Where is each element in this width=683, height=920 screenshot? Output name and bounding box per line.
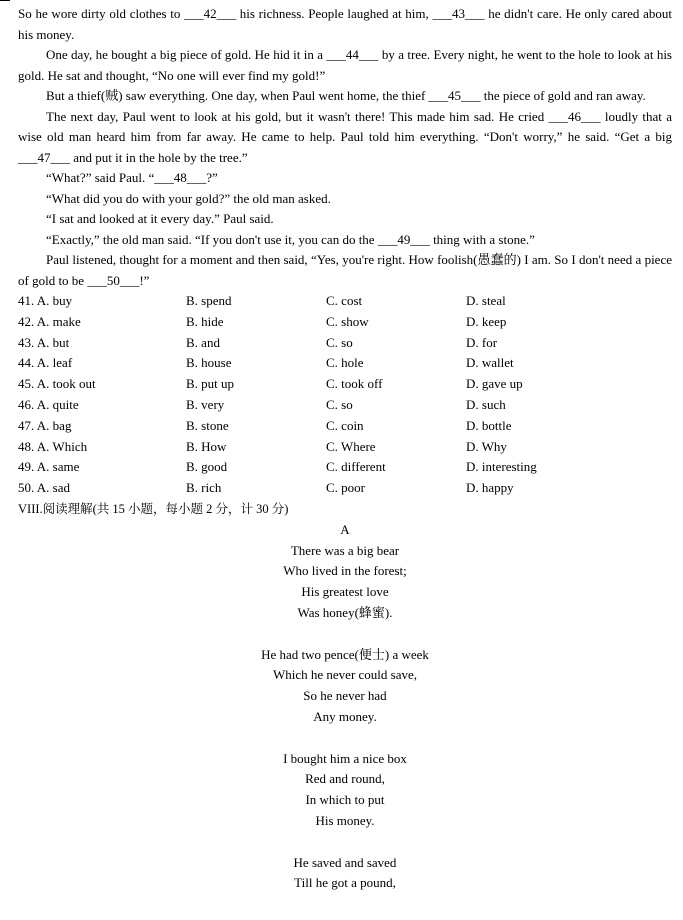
option-row xyxy=(18,416,672,437)
poem-line: His money. xyxy=(315,812,375,828)
passage-paragraph: Paul listened, thought for a moment and then said, “Yes, you're right. How foolish(愚蠢的) I am. So I don't need a piece of gold to be ___50___!” xyxy=(18,252,672,288)
poem-line: In which to put xyxy=(305,792,385,808)
poem-line: He had two pence(便士) a week xyxy=(261,646,429,662)
passage-paragraph: “What?” said Paul. “___48___?” xyxy=(46,170,218,185)
stanza-gap xyxy=(18,832,672,853)
option-choice: C. show xyxy=(326,313,369,329)
option-choice: B. hide xyxy=(186,313,224,329)
option-choice: B. house xyxy=(186,355,232,371)
passage-letter: A xyxy=(340,521,350,537)
poem-line: I bought him a nice box xyxy=(283,750,407,766)
option-choice: B. very xyxy=(186,396,225,412)
passage-paragraph: But a thief(贼) saw everything. One day, when Paul went home, the thief ___45___ the piece of gold and ran away. xyxy=(46,88,646,103)
option-choice: B. How xyxy=(186,438,227,454)
poem-line: There was a big bear xyxy=(290,542,400,558)
option-choice: B. good xyxy=(186,459,228,475)
passage-paragraph: One day, he bought a big piece of gold. He hid it in a ___44___ by a tree. Every night, he went to the hole to look at his gold. He sat and thought, “No one will ever find my gold!” xyxy=(18,47,672,83)
poem-line: Red and round, xyxy=(305,771,385,787)
passage-paragraph: “What did you do with your gold?” the old man asked. xyxy=(46,190,331,206)
option-choice: 50. A. sad xyxy=(18,480,70,496)
option-choice: B. spend xyxy=(186,293,232,308)
option-row xyxy=(18,437,672,458)
option-choice: D. Why xyxy=(466,438,507,454)
option-choice: B. rich xyxy=(186,480,222,496)
passage-paragraph: “Exactly,” the old man said. “If you don't use it, you can do the ___49___ thing with a stone.” xyxy=(46,231,535,247)
option-choice: D. interesting xyxy=(466,459,537,475)
option-choice: C. so xyxy=(326,396,353,412)
option-choice: C. hole xyxy=(326,355,364,371)
poem-line: Till he got a pound, xyxy=(294,875,396,891)
option-row xyxy=(18,374,672,395)
document-page xyxy=(18,4,672,894)
poem-line: He saved and saved xyxy=(293,854,397,870)
option-choice: D. bottle xyxy=(466,417,512,433)
option-choice: D. for xyxy=(466,334,498,350)
option-choice: 49. A. same xyxy=(18,459,80,475)
cloze-options xyxy=(18,291,672,499)
option-choice: 48. A. Which xyxy=(18,438,88,454)
option-choice: D. such xyxy=(466,396,506,412)
option-choice: B. and xyxy=(186,334,220,350)
poem-line: His greatest love xyxy=(301,584,389,600)
poem-line: Any money. xyxy=(313,708,377,724)
option-row xyxy=(18,291,672,312)
option-choice: 43. A. but xyxy=(18,334,70,350)
option-choice: 44. A. leaf xyxy=(18,355,73,371)
option-choice: D. happy xyxy=(466,480,514,496)
page-top-rule xyxy=(0,0,10,1)
option-choice: C. took off xyxy=(326,376,383,392)
option-choice: D. gave up xyxy=(466,376,523,392)
poem-line: Which he never could save, xyxy=(272,667,418,683)
option-choice: 47. A. bag xyxy=(18,417,72,433)
option-row xyxy=(18,312,672,333)
stanza-gap xyxy=(18,728,672,749)
option-choice: C. different xyxy=(326,459,386,475)
option-choice: 46. A. quite xyxy=(18,396,79,412)
option-choice: D. wallet xyxy=(466,355,514,371)
passage-paragraph: So he wore dirty old clothes to ___42___ his richness. People laughed at him, ___43___ he didn't care. He only cared about his money. xyxy=(18,6,672,42)
section-heading: VIII.阅读理解(共 15 小题，每小题 2 分，计 30 分) xyxy=(18,501,289,516)
poem-line: Who lived in the forest; xyxy=(283,563,407,579)
option-row xyxy=(18,353,672,374)
passage-paragraph: The next day, Paul went to look at his gold, but it wasn't there! This made him sad. He cried ___46___ loudly that a wise old man heard him from far away. He came to help. Paul told him everything. “Don't worry,” he said. “Get a big ___47___ and put it in the hole by the tree.” xyxy=(18,108,672,165)
option-row xyxy=(18,333,672,354)
option-row xyxy=(18,395,672,416)
poem-line: So he never had xyxy=(303,688,387,704)
option-choice: B. put up xyxy=(186,376,235,392)
option-row xyxy=(18,478,672,499)
option-choice: D. keep xyxy=(466,313,507,329)
stanza-gap xyxy=(18,624,672,645)
option-choice: C. cost xyxy=(326,293,363,308)
option-choice: 42. A. make xyxy=(18,313,81,329)
option-choice: C. poor xyxy=(326,480,365,496)
option-choice: B. stone xyxy=(186,417,229,433)
option-choice: D. steal xyxy=(466,293,506,308)
option-choice: 45. A. took out xyxy=(18,376,96,392)
passage-paragraph: “I sat and looked at it every day.” Paul said. xyxy=(46,211,274,226)
option-row xyxy=(18,457,672,478)
cloze-passage xyxy=(18,4,672,291)
option-choice: C. coin xyxy=(326,417,364,433)
option-choice: C. so xyxy=(326,334,353,350)
option-choice: C. Where xyxy=(326,438,376,454)
poem-line: Was honey(蜂蜜). xyxy=(297,604,393,620)
poem xyxy=(18,541,672,895)
option-choice: 41. A. buy xyxy=(18,293,73,308)
